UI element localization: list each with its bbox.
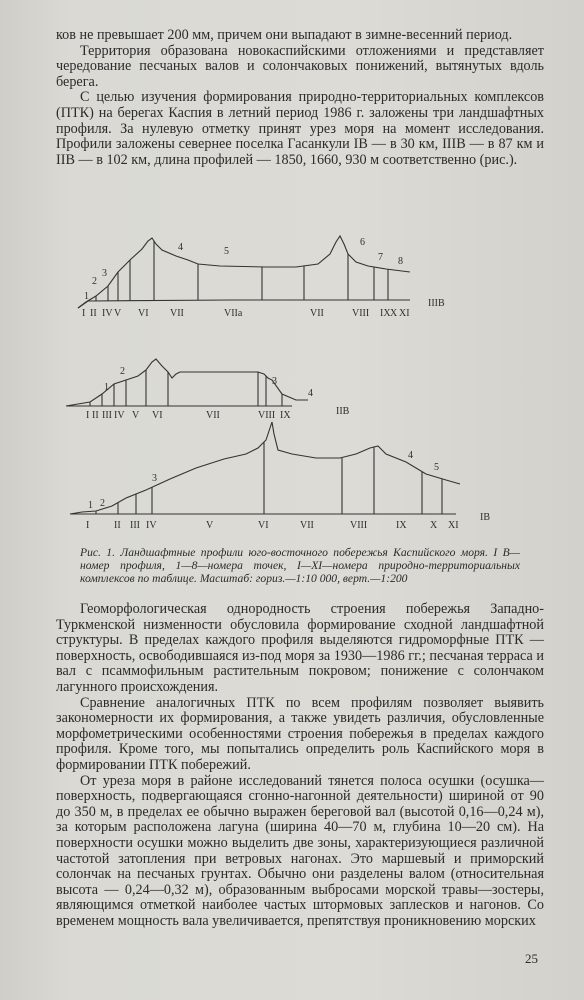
paragraph: Сравнение аналогичных ПТК по всем профилям позволяет выявить закономерности их формирования, а также увидеть различия, обусловленные морфометрическими особенностями строения побережья в пределах каждого профиля. Кроме того, мы попытались определить роль Каспийского моря в формировании ПТК побережий.: [56, 694, 544, 773]
point-label: 1: [88, 500, 93, 511]
point-label: 7: [378, 252, 383, 263]
page-number: 25: [525, 951, 538, 966]
complex-label: XI: [399, 308, 410, 319]
complex-label: VII: [310, 308, 324, 319]
complex-label: VII: [170, 308, 184, 319]
complex-label: X: [390, 308, 398, 319]
body-text-top: [56, 28, 544, 168]
complex-label: VIII: [258, 410, 276, 421]
complex-label: V: [114, 308, 122, 319]
profile-label: IIВ: [336, 406, 350, 417]
paragraph: С целью изучения формирования природно-территориальных комплексов (ПТК) на берегах Каспия в летний период 1986 г. заложены три ландшафтных профиля. За нулевую отметку принят урез моря на момент исследования. Профили заложены севернее поселка Гасанкули IВ — в 30 км, IIIВ — в 87 км и IIВ — в 102 км, длина профилей — 1850, 1660, 930 м соответственно (рис.).: [56, 89, 544, 168]
profile-label: IВ: [480, 512, 490, 523]
complex-label: VI: [258, 520, 269, 531]
verticals-IB: [96, 442, 442, 514]
point-label: 1: [84, 291, 89, 302]
complex-label: IV: [146, 520, 157, 531]
paragraph: ков не превышает 200 мм, причем они выпадают в зимне-весенний период.: [56, 27, 513, 43]
complex-label: VII: [206, 410, 220, 421]
point-label: 5: [224, 246, 229, 257]
point-label: 5: [434, 462, 439, 473]
complex-label: II: [90, 308, 97, 319]
point-label: 4: [178, 242, 183, 253]
complex-label: X: [430, 520, 438, 531]
complex-label: VI: [152, 410, 163, 421]
profiles-diagram: [56, 222, 544, 542]
profile-label: IIIВ: [428, 298, 445, 309]
point-label: 6: [360, 237, 365, 248]
point-label: 2: [92, 276, 97, 287]
complex-label: III: [102, 410, 112, 421]
figure-caption: Рис. 1. Ландшафтные профили юго-восточного побережья Каспийского моря. I В—номер профиля, 1—8—номера точек, I—XI—номера природно-территориальных комплексов по таблице. Масштаб: гориз.—1:10 000, верт.—1:200: [80, 546, 520, 586]
complex-label: VIII: [350, 520, 368, 531]
paragraph: От уреза моря в районе исследований тянется полоса осушки (осушка—поверхность, подвергающаяся сгонно-нагонной деятельности) шириной от 90 до 350 м, в пределах ее обычно выражен береговой вал (высотой 0,16—0,24 м), за которым расположена лагуна (ширина 40—70 м, глубина 10—20 см). На поверхности осушки можно выделить две зоны, характеризующиеся различной частотой затопления при ветровых нагонах. Это маршевый и приморский солончак на песчаных грунтах. Обычно они разделены валом (относительная высота — 0,24—0,32 м), образованным выбросами морской травы—зостеры, являющимся отметкой наиболее частых штормовых заплесков и нагонов. Со временем мощность вала увеличивается, препятствуя проникновению морских: [56, 772, 544, 929]
complex-label: IV: [114, 410, 125, 421]
complex-label: IX: [280, 410, 291, 421]
complex-label: II: [114, 520, 121, 531]
complex-label: I: [86, 410, 90, 421]
body-text-bottom: [56, 602, 544, 929]
complex-label: VII: [300, 520, 314, 531]
complex-label: IV: [102, 308, 113, 319]
point-label: 2: [120, 366, 125, 377]
point-label: 2: [100, 498, 105, 509]
point-label: 4: [408, 450, 413, 461]
profile-line-IB: [70, 422, 460, 514]
complex-label: II: [92, 410, 99, 421]
complex-label: IX: [380, 308, 391, 319]
baseline-IIIB: [78, 300, 410, 308]
point-label: 3: [272, 376, 277, 387]
point-label: 1: [104, 382, 109, 393]
complex-label: IX: [396, 520, 407, 531]
complex-label: V: [206, 520, 214, 531]
complex-label: VIII: [352, 308, 370, 319]
complex-label: V: [132, 410, 140, 421]
complex-label: VI: [138, 308, 149, 319]
point-label: 8: [398, 256, 403, 267]
complex-label: III: [130, 520, 140, 531]
point-label: 3: [152, 473, 157, 484]
landscape-profiles-figure: [56, 222, 544, 542]
complex-label: I: [82, 308, 86, 319]
point-label: 3: [102, 268, 107, 279]
paragraph: Территория образована новокаспийскими отложениями и представляет чередование песчаных валов и солончаковых понижений, вытянутых вдоль берега.: [56, 42, 544, 90]
complex-label: I: [86, 520, 90, 531]
verticals-IIB: [90, 370, 282, 406]
verticals-IIIB: [96, 241, 388, 301]
complex-label: XI: [448, 520, 459, 531]
paragraph: Геоморфологическая однородность строения побережья Западно-Туркменской низменности обусловила формирование сходной ландшафтной структуры. В пределах каждого профиля выделяются гидроморфные ПТК — поверхность, освободившаяся из-под моря за 1930—1986 гг.; песчаная терраса и вал с псаммофильным растительным покровом; понижение с солончаком лагунного происхождения.: [56, 601, 544, 695]
point-label: 4: [308, 388, 313, 399]
complex-label: VIIa: [224, 308, 243, 319]
